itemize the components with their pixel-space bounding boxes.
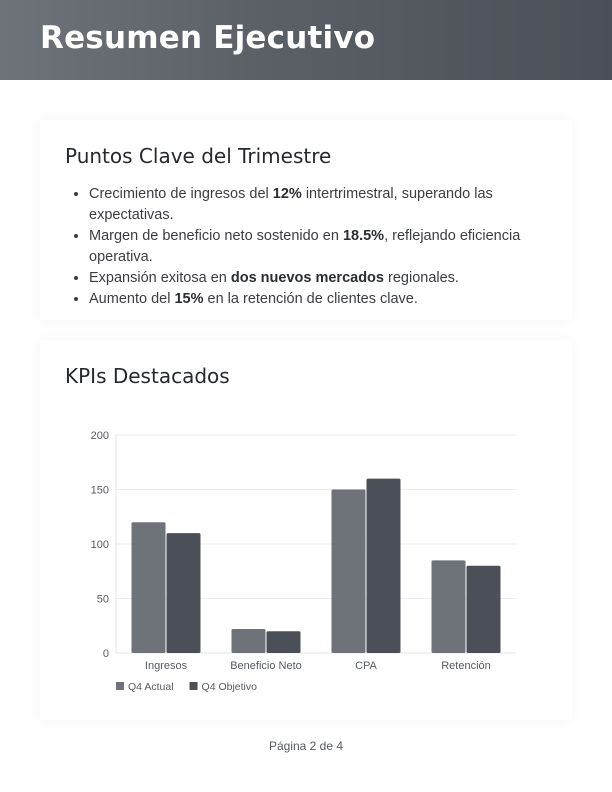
point-text: Expansión exitosa en <box>89 270 231 286</box>
list-item <box>89 268 559 289</box>
point-text: Aumento del <box>89 291 175 307</box>
bar <box>367 479 401 653</box>
bar <box>267 631 301 653</box>
point-text: Margen de beneficio neto sostenido en <box>89 228 343 244</box>
legend-label: Q4 Actual <box>128 681 174 693</box>
point-text: regionales. <box>383 270 459 286</box>
legend-swatch <box>116 682 124 690</box>
kpis-title: KPIs Destacados <box>65 364 230 388</box>
kpis-card <box>40 340 572 720</box>
legend-label: Q4 Objetivo <box>201 681 257 693</box>
x-tick-label: CPA <box>355 660 377 672</box>
x-tick-label: Ingresos <box>144 660 188 672</box>
x-tick-label: Retención <box>441 660 491 672</box>
list-item <box>89 184 559 226</box>
list-item <box>89 289 559 310</box>
list-item <box>89 226 559 268</box>
point-highlight: dos nuevos mercados <box>230 270 384 286</box>
point-text: , reflejando eficiencia operativa. <box>89 228 521 265</box>
x-tick-label: Beneficio Neto <box>230 660 302 672</box>
bar <box>432 560 466 653</box>
bar <box>332 490 366 654</box>
legend-swatch <box>190 682 198 690</box>
header-banner <box>0 0 612 80</box>
bar <box>467 566 501 653</box>
point-text: en la retención de clientes clave. <box>203 291 418 307</box>
point-highlight: 12% <box>272 186 302 202</box>
bar <box>232 629 266 653</box>
key-points-list <box>89 184 559 310</box>
y-tick-label: 200 <box>90 430 109 442</box>
kpi-bar-chart <box>40 340 572 720</box>
y-tick-label: 0 <box>102 648 109 660</box>
bar <box>132 522 166 653</box>
point-highlight: 15% <box>174 291 204 307</box>
y-tick-label: 150 <box>90 484 109 497</box>
point-text: intertrimestral, superando las expectativas. <box>89 186 493 223</box>
key-points-title: Puntos Clave del Trimestre <box>65 144 332 168</box>
y-tick-label: 100 <box>90 539 109 551</box>
key-points-card <box>40 120 572 320</box>
page-number: Página 2 de 4 <box>268 739 344 753</box>
bar <box>167 533 201 653</box>
point-highlight: 18.5% <box>342 228 385 244</box>
page-title: Resumen Ejecutivo <box>40 20 376 56</box>
point-text: Crecimiento de ingresos del <box>89 186 273 202</box>
y-tick-label: 50 <box>96 593 109 606</box>
